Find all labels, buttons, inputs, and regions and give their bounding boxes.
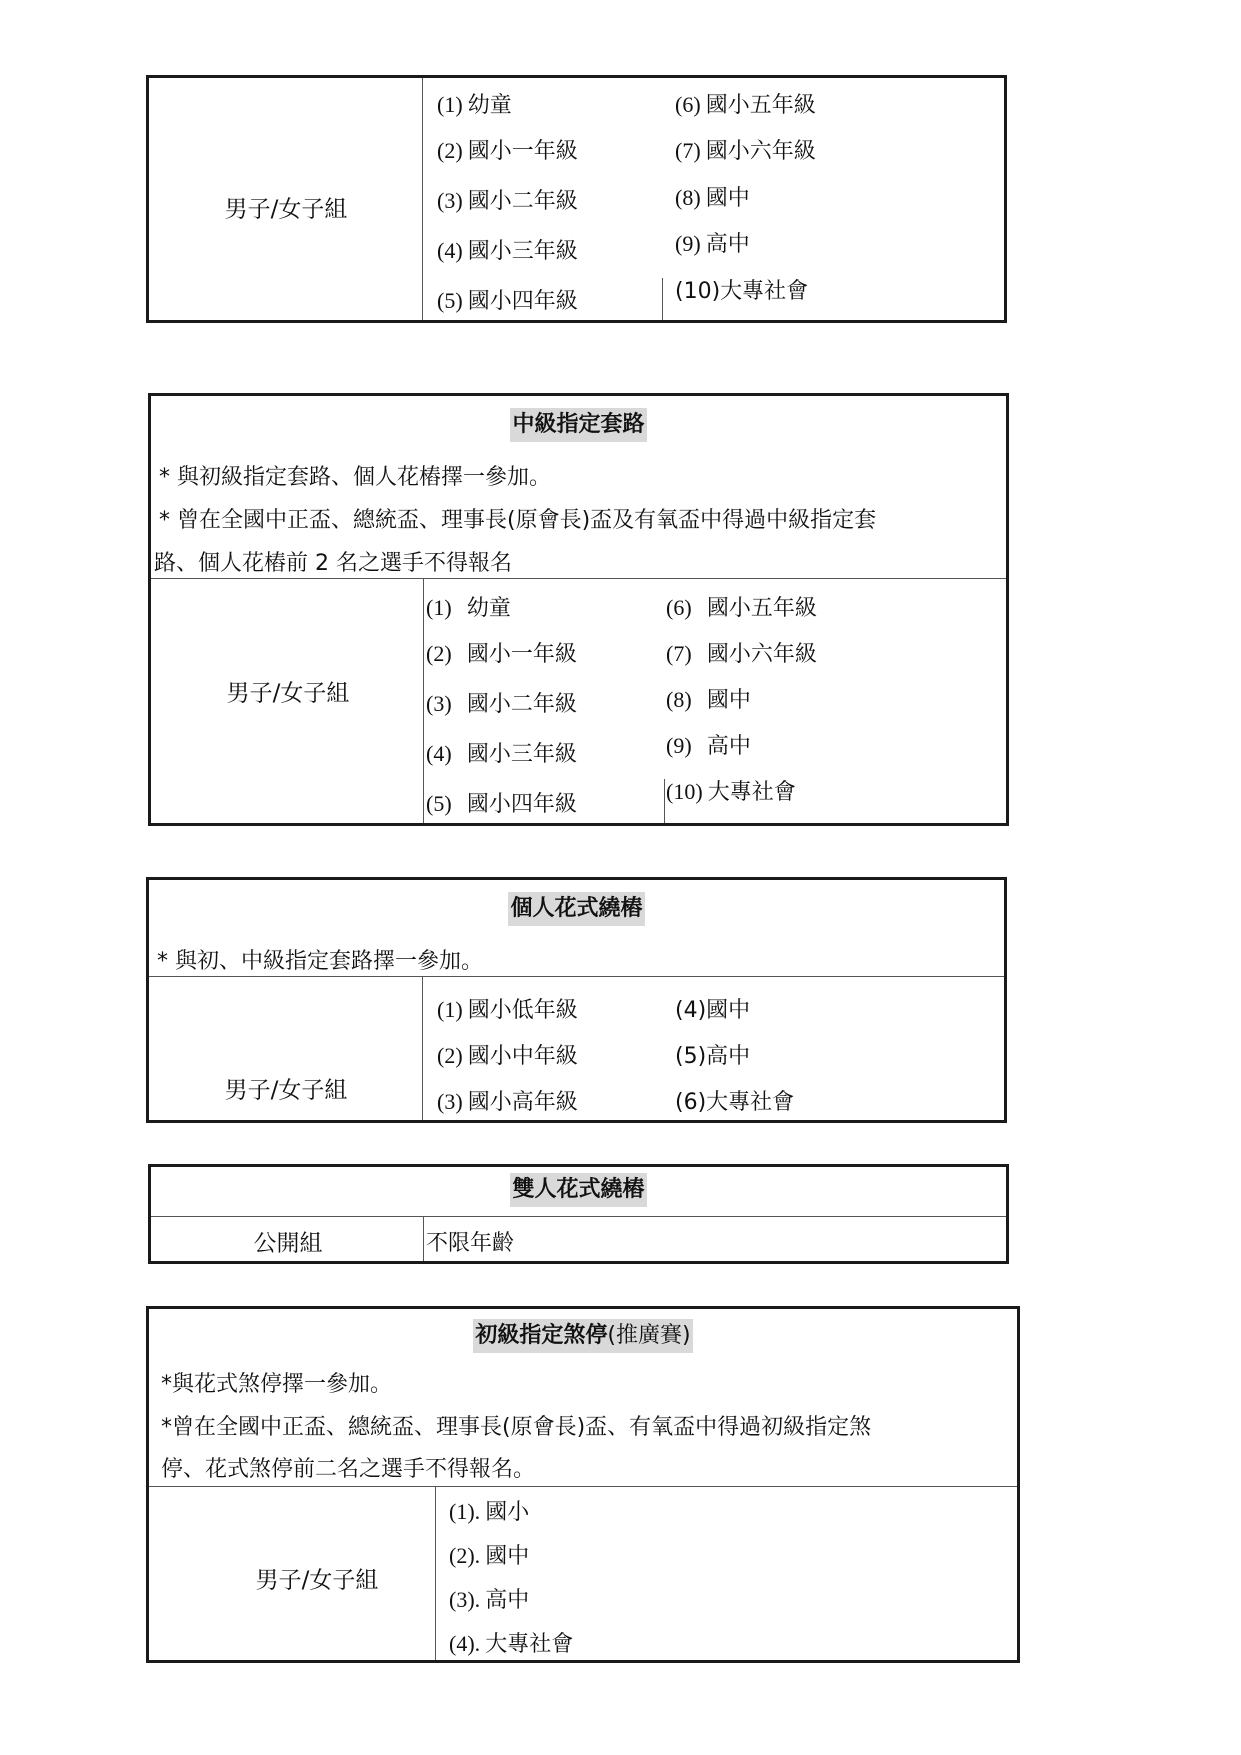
note-line: * 與初級指定套路、個人花樁擇一參加。 (159, 465, 551, 490)
division-table-1 (146, 75, 1007, 323)
list-item: (6)大專社會 (675, 1090, 795, 1115)
division-table-3 (146, 877, 1007, 1123)
list-item: (5) 國小四年級 (426, 791, 577, 817)
title-bold-part: 初級指定煞停 (475, 1323, 608, 1348)
list-item: (5) 國小四年級 (437, 288, 578, 314)
list-item: (3) 國小二年級 (426, 691, 577, 717)
list-item: (3). 高中 (449, 1587, 530, 1613)
list-item: (3) 國小二年級 (437, 188, 578, 214)
list-item: (6) 國小五年級 (666, 595, 817, 621)
list-item: (8) 國中 (666, 687, 751, 713)
list-item: (1). 國小 (449, 1499, 530, 1525)
group-label: 男子/女子組 (224, 196, 348, 223)
list-item: (2) 國小一年級 (437, 138, 578, 164)
note-line: 路、個人花樁前 2 名之選手不得報名 (154, 551, 512, 576)
note-line: *與花式煞停擇一參加。 (161, 1372, 393, 1397)
list-item: (7) 國小六年級 (666, 641, 817, 667)
list-item: (2) 國小中年級 (437, 1043, 578, 1069)
note-line: * 與初、中級指定套路擇一參加。 (157, 949, 483, 974)
list-item: (2). 國中 (449, 1543, 530, 1569)
list-item: (7) 國小六年級 (675, 138, 816, 164)
section-title (473, 1319, 692, 1353)
section-title: 雙人花式繞樁 (510, 1173, 646, 1207)
list-item: (4) 國小三年級 (426, 741, 577, 767)
division-table-2 (148, 393, 1009, 826)
group-label: 公開組 (253, 1230, 323, 1257)
section-title: 中級指定套路 (510, 408, 646, 442)
list-item: (1) 幼童 (437, 92, 512, 118)
note-line: * 曾在全國中正盃、總統盃、理事長(原會長)盃及有氧盃中得過中級指定套 (159, 508, 877, 533)
age-limit-value: 不限年齡 (426, 1231, 515, 1256)
list-item: (1) 幼童 (426, 595, 511, 621)
list-item: (4)國中 (675, 998, 751, 1023)
list-item: (10) 大專社會 (666, 779, 796, 805)
division-table-5 (146, 1306, 1020, 1663)
list-item: (3) 國小高年級 (437, 1089, 578, 1115)
list-item: (10)大專社會 (675, 279, 809, 304)
list-item: (5)高中 (675, 1044, 751, 1069)
note-line: *曾在全國中正盃、總統盃、理事長(原會長)盃、有氧盃中得過初級指定煞 (161, 1415, 872, 1440)
list-item: (9) 高中 (675, 231, 750, 257)
list-item: (1) 國小低年級 (437, 997, 578, 1023)
list-item: (8) 國中 (675, 185, 750, 211)
title-rest-part: (推廣賽) (607, 1323, 691, 1348)
list-item: (4) 國小三年級 (437, 238, 578, 264)
note-line: 停、花式煞停前二名之選手不得報名。 (161, 1457, 536, 1482)
list-item: (4). 大專社會 (449, 1631, 574, 1657)
section-title: 個人花式繞樁 (508, 892, 644, 926)
division-table-4 (148, 1164, 1009, 1264)
list-item: (9) 高中 (666, 733, 751, 759)
group-label: 男子/女子組 (226, 680, 350, 707)
list-item: (2) 國小一年級 (426, 641, 577, 667)
list-item: (6) 國小五年級 (675, 92, 816, 118)
group-label: 男子/女子組 (224, 1077, 348, 1104)
group-label: 男子/女子組 (255, 1567, 379, 1594)
